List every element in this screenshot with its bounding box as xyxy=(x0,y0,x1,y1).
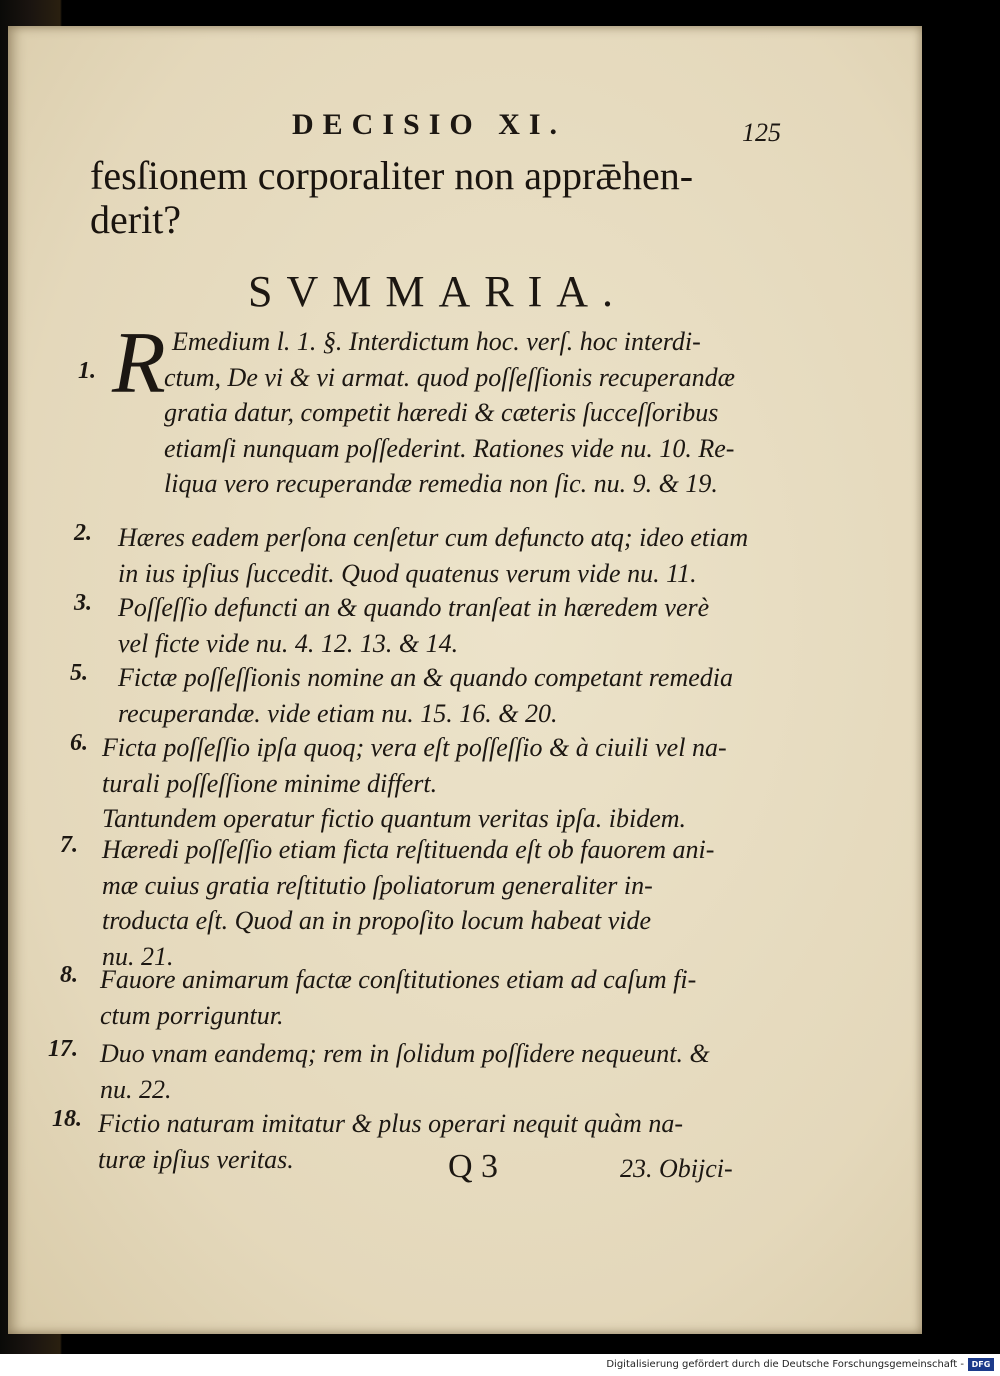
catchword: 23. Obijci- xyxy=(620,1154,733,1183)
entry-number: 1. xyxy=(78,358,96,384)
dfg-logo-icon: DFG xyxy=(968,1358,994,1371)
entry-number: 5. xyxy=(70,660,88,686)
section-heading: SVMMARIA. xyxy=(248,267,628,316)
signature-mark: Q 3 xyxy=(448,1148,499,1185)
entry-number: 3. xyxy=(74,590,92,616)
entry-number: 6. xyxy=(70,730,88,756)
drop-cap: R xyxy=(112,315,166,412)
book-page xyxy=(8,26,922,1334)
entry-text: Hæredi poſſeſſio etiam ficta reſtituenda eſt ob fauorem ani- mæ cuius gratia reſtitutio ſpoliatorum generaliter in- troducta eſt. Quod an in propoſito locum habeat vide nu. 21. xyxy=(102,835,715,971)
entry-number: 7. xyxy=(60,832,78,858)
entry-text: Ficta poſſeſſio ipſa quoq; vera eſt poſſeſſio & à ciuili vel na- turali poſſeſſione minime differt. Tantundem operatur fictio quantum veritas ipſa. ibidem. xyxy=(102,733,727,833)
continuation-text: fesſionem corporaliter non apprǣhen- derit? xyxy=(90,153,694,242)
entry-number: 17. xyxy=(48,1036,78,1062)
entry-text: Poſſeſſio defuncti an & quando tranſeat in hæredem verè vel ficte vide nu. 4. 12. 13. & 14. xyxy=(118,593,710,658)
entry-text: Fictæ poſſeſſionis nomine an & quando competant remedia recuperandæ. vide etiam nu. 15. 16. & 20. xyxy=(118,663,734,728)
entry-text: Fictio naturam imitatur & plus operari nequit quàm na- turæ ipſius veritas. xyxy=(98,1109,683,1174)
entry-text: Emedium l. 1. §. Interdictum hoc. verſ. hoc interdi- ctum, De vi & vi armat. quod poſſeſſionis recuperandæ gratia datur, competit hæredi & cæteris ſucceſſoribus etiamſi nunquam poſſederint. Rationes vide nu. 10. Re- liqua vero recuperandæ remedia non ſic. nu. 9. & 19. xyxy=(164,327,735,498)
footer-bar xyxy=(0,1354,1000,1376)
footer-credit: Digitalisierung gefördert durch die Deutsche Forschungsgemeinschaft - xyxy=(606,1359,964,1370)
entry-text: Hæres eadem perſona cenſetur cum defuncto atq; ideo etiam in ius ipſius ſuccedit. Quod quatenus verum vide nu. 11. xyxy=(118,523,749,588)
entry-number: 8. xyxy=(60,962,78,988)
entry-text: Fauore animarum factæ conſtitutiones etiam ad caſum fi- ctum porriguntur. xyxy=(100,965,697,1030)
entry-number: 2. xyxy=(74,520,92,546)
running-head: DECISIO XI. xyxy=(292,108,567,141)
entry-number: 18. xyxy=(52,1106,82,1132)
entry-text: Duo vnam eandemq; rem in ſolidum poſſidere nequeunt. & nu. 22. xyxy=(100,1039,710,1104)
page-header xyxy=(8,108,922,148)
page-number: 125 xyxy=(742,118,781,147)
